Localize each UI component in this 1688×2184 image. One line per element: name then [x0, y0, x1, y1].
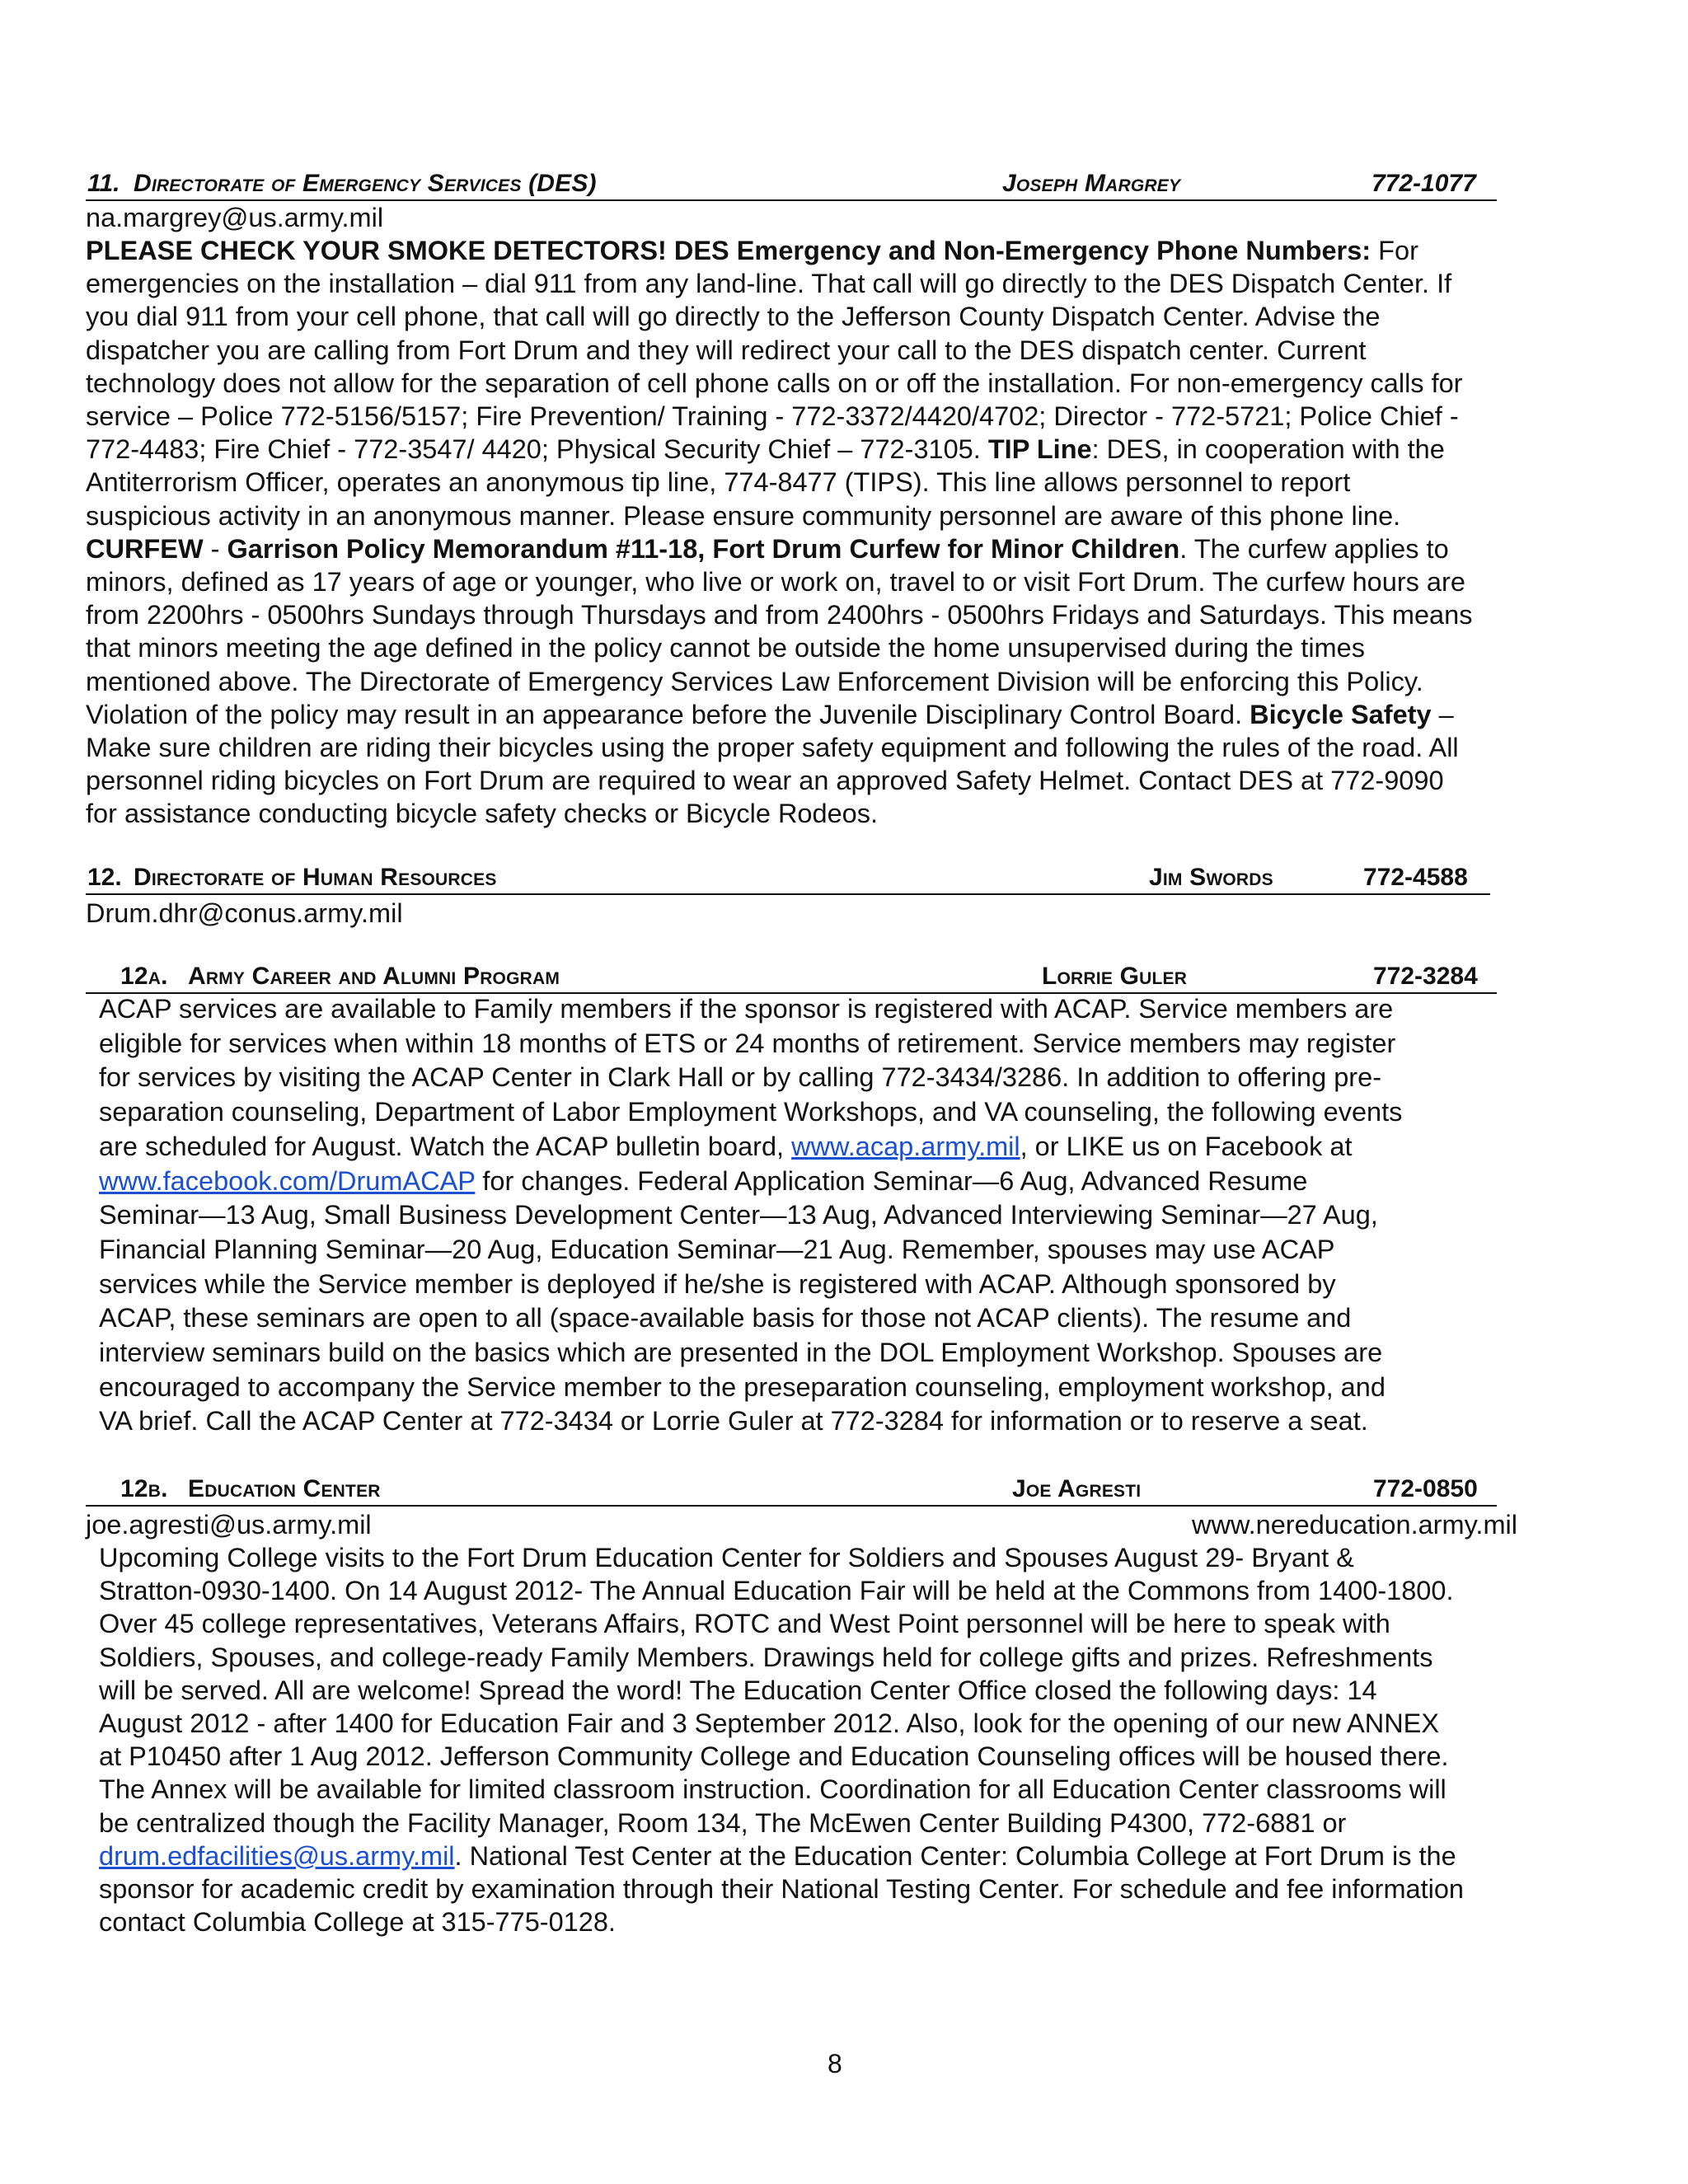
body-line: [86, 499, 1400, 532]
text-run: . National Test Center at the Education Center: Columbia College at Fort Drum is the: [454, 1840, 1456, 1871]
body-line: [99, 1268, 1336, 1301]
text-run: The Annex will be available for limited classroom instruction. Coordination for all Education Center classrooms will: [99, 1774, 1447, 1805]
text-run: sponsor for academic credit by examination through their National Testing Center. For schedule and fee information: [99, 1874, 1465, 1904]
section-title: Directorate of Human Resources: [134, 864, 497, 891]
hyperlink[interactable]: www.acap.army.mil: [791, 1131, 1020, 1161]
text-run: contact Columbia College at 315-775-0128.: [99, 1907, 616, 1938]
text-run: will be served. All are welcome! Spread the word! The Education Center Office closed the following days: 14: [99, 1675, 1377, 1705]
text-run: Upcoming College visits to the Fort Drum Education Center for Soldiers and Spouses August 29- Bryant &: [99, 1543, 1354, 1572]
body-line: [99, 1198, 1378, 1231]
text-run: interview seminars build on the basics which are presented in the DOL Employment Workshop. Spouses are: [99, 1338, 1383, 1367]
text-run: for changes. Federal Application Seminar—6 Aug, Advanced Resume: [475, 1165, 1308, 1196]
hyperlink[interactable]: www.facebook.com/DrumACAP: [99, 1165, 476, 1196]
body-line: [99, 1905, 616, 1938]
section-header-acap: [86, 963, 1497, 994]
text-run: , or LIKE us on Facebook at: [1020, 1131, 1353, 1161]
text-run: Violation of the policy may result in an appearance before the Juvenile Disciplinary Control Board.: [86, 699, 1250, 729]
contact-name: Joe Agresti: [1012, 1475, 1142, 1502]
body-line: [99, 1607, 1390, 1640]
body-line: [86, 367, 1463, 400]
bold-text: PLEASE CHECK YOUR SMOKE DETECTORS! DES Emergency and Non-Emergency Phone Numbers:: [86, 236, 1372, 265]
body-line: [99, 1165, 1307, 1197]
body-line: [86, 665, 1423, 698]
text-run: 772-4483; Fire Chief - 772-3547/ 4420; Physical Security Chief – 772-3105.: [86, 434, 988, 465]
text-run: ACAP, these seminars are open to all (space-available basis for those not ACAP clients). The resume and: [99, 1303, 1352, 1333]
body-line: [99, 1740, 1449, 1773]
section-header-des: [86, 170, 1497, 201]
text-run: Stratton-0930-1400. On 14 August 2012- The Annual Education Fair will be held at the Commons from 1400-1800.: [99, 1576, 1454, 1606]
text-run: Antiterrorism Officer, operates an anonymous tip line, 774-8477 (TIPS). This line allows personnel to report: [86, 467, 1351, 498]
body-line: [86, 598, 1472, 631]
body-line: [99, 992, 1393, 1025]
contact-name: Lorrie Guler: [1042, 963, 1188, 990]
section-title: Army Career and Alumni Program: [188, 963, 560, 990]
text-run: Over 45 college representatives, Veterans Affairs, ROTC and West Point personnel will be here to speak with: [99, 1609, 1390, 1639]
text-run: are scheduled for August. Watch the ACAP bulletin board,: [99, 1131, 792, 1161]
text-run: for services by visiting the ACAP Center in Clark Hall or by calling 772-3434/3286. In addition to offering pre-: [99, 1062, 1382, 1093]
text-run: Seminar—13 Aug, Small Business Development Center—13 Aug, Advanced Interviewing Seminar—27 Aug,: [99, 1200, 1378, 1230]
text-run: you dial 911 from your cell phone, that call will go directly to the Jefferson County Dispatch Center. Advise the: [86, 302, 1381, 332]
body-line: [99, 1233, 1334, 1266]
body-line: [86, 764, 1444, 797]
contact-name: Jim Swords: [1149, 864, 1273, 891]
text-run: August 2012 - after 1400 for Education Fair and 3 September 2012. Also, look for the opening of our new ANNEX: [99, 1708, 1440, 1738]
body-line: [99, 1641, 1433, 1674]
text-run: personnel riding bicycles on Fort Drum are required to wear an approved Safety Helmet. Contact DES at 772-9090: [86, 766, 1444, 796]
text-run: services while the Service member is deployed if he/she is registered with ACAP. Although sponsored by: [99, 1268, 1336, 1299]
body-line: [86, 300, 1380, 333]
text-run: separation counseling, Department of Labor Employment Workshops, and VA counseling, the following events: [99, 1097, 1403, 1127]
contact-phone: 772-3284: [1373, 963, 1478, 990]
body-line: [99, 1404, 1368, 1437]
body-line: [99, 1371, 1386, 1404]
body-line: [86, 731, 1459, 764]
text-run: encouraged to accompany the Service member to the preseparation counseling, employment workshop, and: [99, 1371, 1386, 1402]
body-line: [86, 532, 1449, 565]
text-run: -: [203, 533, 227, 564]
text-run: for assistance conducting bicycle safety checks or Bicycle Rodeos.: [86, 799, 879, 829]
text-run: Make sure children are riding their bicycles using the proper safety equipment and following the rules of the road. All: [86, 733, 1459, 762]
section-title: Education Center: [188, 1475, 381, 1502]
section-number: 12.: [87, 864, 122, 891]
body-line: [99, 1301, 1351, 1334]
body-line: [99, 1840, 1456, 1872]
bold-text: Bicycle Safety: [1250, 699, 1432, 729]
text-run: that minors meeting the age defined in the policy cannot be outside the home unsupervised during the times: [86, 633, 1365, 663]
text-run: technology does not allow for the separation of cell phone calls on or off the installation. For non-emergency calls for: [86, 368, 1463, 398]
text-run: : DES, in cooperation with the: [1091, 434, 1445, 465]
text-run: from 2200hrs - 0500hrs Sundays through Thursdays and from 2400hrs - 0500hrs Fridays and Saturdays. This means: [86, 600, 1473, 630]
body-line: [99, 1336, 1382, 1369]
body-line: [99, 1130, 1353, 1163]
edu-website: www.nereducation.army.mil: [1192, 1510, 1517, 1540]
section-title: Directorate of Emergency Services (DES): [134, 170, 597, 197]
body-line: [99, 1707, 1439, 1740]
bold-text: Garrison Policy Memorandum #11-18, Fort Drum Curfew for Minor Children: [227, 533, 1180, 564]
contact-name: Joseph Margrey: [1002, 170, 1181, 197]
section-number: 12a.: [120, 963, 168, 990]
text-run: minors, defined as 17 years of age or younger, who live or work on, travel to or visit Fort Drum. The curfew hours are: [86, 567, 1465, 597]
section-header-edu: [86, 1475, 1497, 1507]
body-line: [86, 267, 1451, 300]
text-run: mentioned above. The Directorate of Emergency Services Law Enforcement Division will be enforcing this Policy.: [86, 666, 1423, 696]
hyperlink[interactable]: drum.edfacilities@us.army.mil: [99, 1840, 455, 1871]
body-line: [86, 433, 1445, 466]
text-run: For: [1371, 236, 1418, 265]
text-run: VA brief. Call the ACAP Center at 772-3434 or Lorrie Guler at 772-3284 for information or to reserve a seat.: [99, 1406, 1368, 1436]
body-line: [99, 1872, 1464, 1905]
body-line: [86, 797, 878, 830]
section-number: 12b.: [120, 1475, 168, 1502]
text-run: at P10450 after 1 Aug 2012. Jefferson Community College and Education Counseling offices will be housed there.: [99, 1741, 1449, 1772]
text-run: emergencies on the installation – dial 911 from any land-line. That call will go directly to the DES Dispatch Center. If: [86, 269, 1452, 299]
body-line: [99, 1027, 1395, 1060]
body-line: [86, 334, 1366, 367]
text-run: service – Police 772-5156/5157; Fire Prevention/ Training - 772-3372/4420/4702; Director - 772-5721; Police Chief -: [86, 401, 1459, 431]
text-run: eligible for services when within 18 months of ETS or 24 months of retirement. Service members may register: [99, 1028, 1396, 1058]
text-run: –: [1431, 699, 1454, 729]
page-number: 8: [828, 2049, 842, 2079]
body-line: [86, 565, 1465, 598]
body-line: [99, 1674, 1377, 1707]
contact-phone: 772-1077: [1372, 170, 1476, 197]
contact-phone: 772-0850: [1373, 1475, 1478, 1502]
text-run: dispatcher you are calling from Fort Drum and they will redirect your call to the DES dispatch center. Current: [86, 335, 1367, 365]
body-line: [99, 1541, 1354, 1574]
text-run: be centralized though the Facility Manager, Room 134, The McEwen Center Building P4300, 772-6881 or: [99, 1807, 1347, 1838]
text-run: Financial Planning Seminar—20 Aug, Education Seminar—21 Aug. Remember, spouses may use ACAP: [99, 1234, 1335, 1264]
body-line: [86, 400, 1459, 433]
section-header-dhr: [86, 864, 1490, 895]
body-line: [86, 631, 1365, 664]
body-line: [99, 1095, 1402, 1128]
text-run: Soldiers, Spouses, and college-ready Family Members. Drawings held for college gifts and prizes. Refreshments: [99, 1642, 1433, 1672]
text-run: ACAP services are available to Family members if the sponsor is registered with ACAP. Service members are: [99, 994, 1394, 1024]
body-line: [86, 698, 1454, 731]
contact-phone: 772-4588: [1363, 864, 1468, 891]
des-email: na.margrey@us.army.mil: [86, 203, 384, 232]
body-line: [99, 1773, 1447, 1806]
body-line: [99, 1061, 1381, 1094]
body-line: [86, 234, 1418, 267]
bold-text: TIP Line: [987, 434, 1092, 465]
body-line: [99, 1807, 1346, 1840]
body-line: [99, 1574, 1453, 1607]
section-number: 11.: [87, 170, 120, 197]
body-line: [86, 466, 1350, 499]
text-run: . The curfew applies to: [1179, 533, 1449, 564]
text-run: suspicious activity in an anonymous manner. Please ensure community personnel are aware of this phone line.: [86, 500, 1401, 531]
edu-email: joe.agresti@us.army.mil: [86, 1510, 372, 1540]
bold-text: CURFEW: [86, 533, 204, 564]
dhr-email: Drum.dhr@conus.army.mil: [86, 898, 403, 928]
